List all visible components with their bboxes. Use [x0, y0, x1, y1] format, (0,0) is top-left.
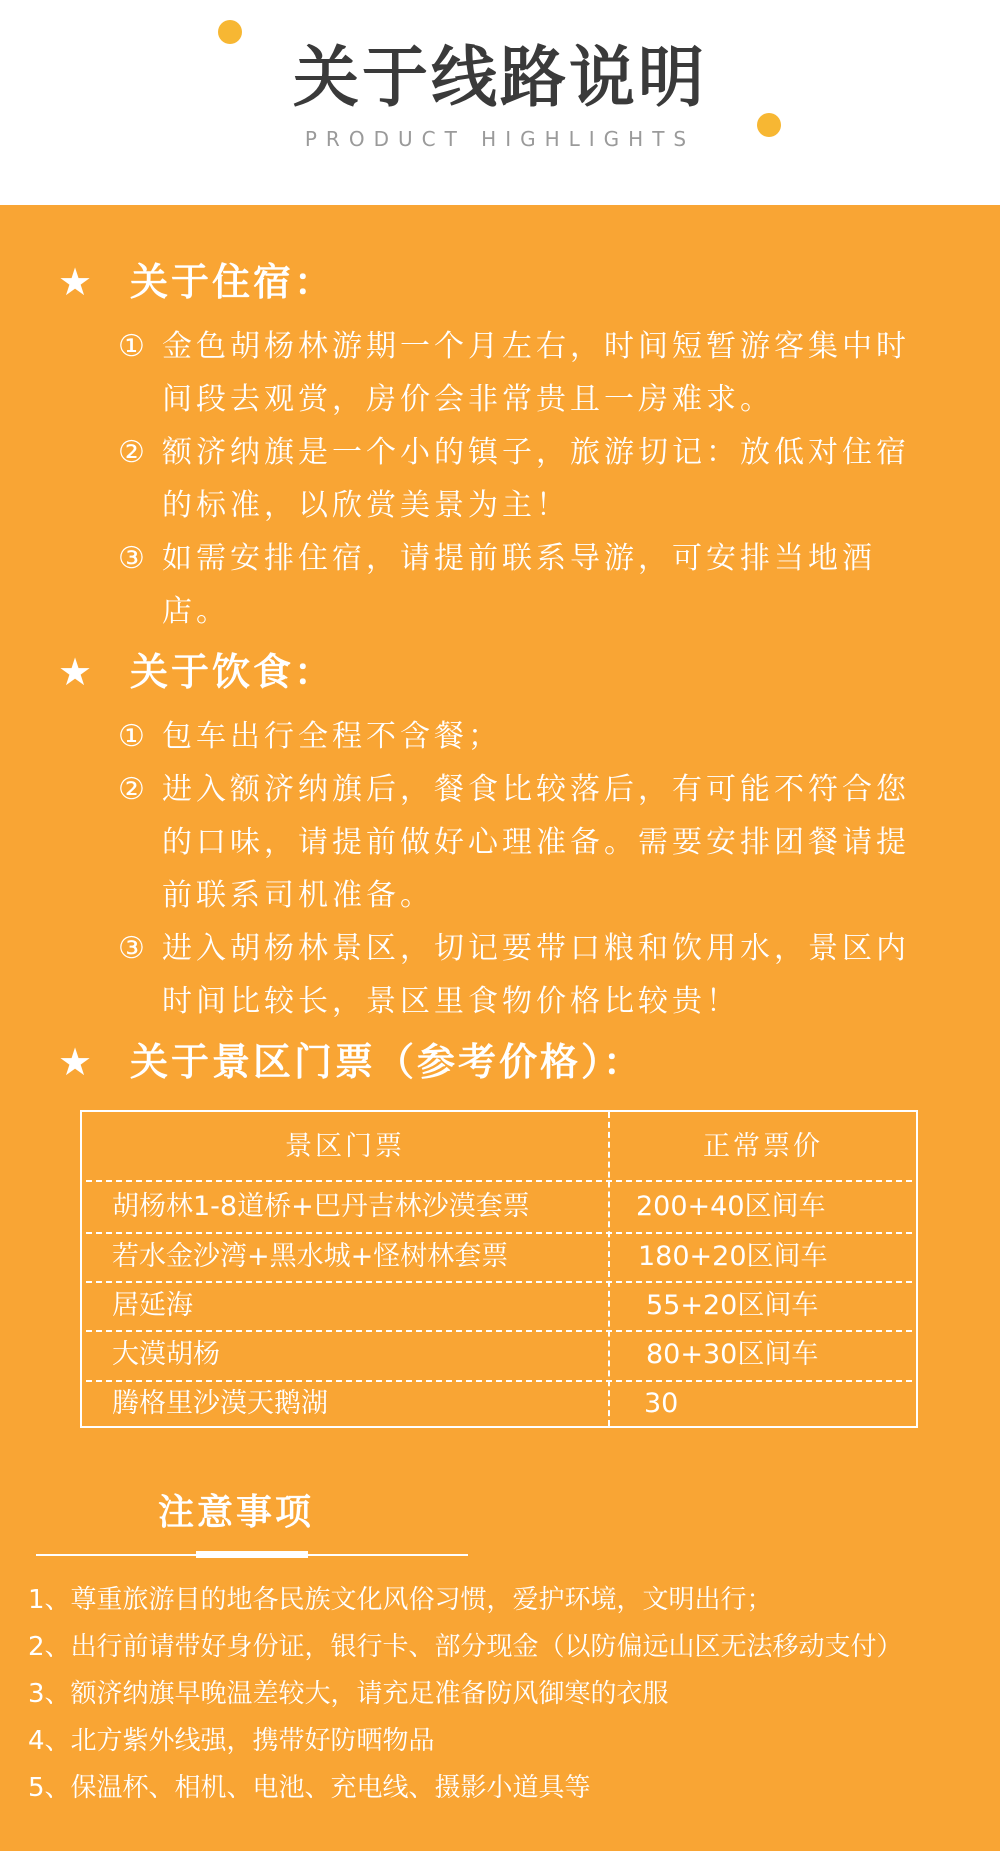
ticket-price-cell: 30	[644, 1388, 679, 1419]
title-underline	[196, 1551, 308, 1558]
ticket-name-cell: 大漠胡杨	[112, 1339, 220, 1370]
table-header-price: 正常票价	[703, 1131, 823, 1162]
note-item: 2、出行前请带好身份证，银行卡、部分现金（以防偏远山区无法移动支付）	[28, 1632, 903, 1662]
note-item: 4、北方紫外线强，携带好防晒物品	[28, 1726, 435, 1756]
ticket-table	[80, 1110, 918, 1428]
row-divider	[86, 1330, 912, 1332]
item-number: ②	[118, 772, 149, 807]
section-heading-tickets	[58, 1038, 644, 1086]
item-text: 包车出行全程不含餐；	[162, 719, 502, 754]
list-item	[118, 532, 938, 638]
row-divider	[86, 1180, 912, 1182]
ticket-price-cell: 55+20区间车	[646, 1290, 819, 1321]
row-divider	[86, 1232, 912, 1234]
note-item: 1、尊重旅游目的地各民族文化风俗习惯，爱护环境，文明出行；	[28, 1585, 773, 1615]
notes-title: 注意事项	[158, 1492, 315, 1533]
section-title: 关于景区门票（参考价格）：	[130, 1040, 645, 1084]
note-item: 5、保温杯、相机、电池、充电线、摄影小道具等	[28, 1773, 591, 1803]
page-subtitle: PRODUCT HIGHLIGHTS	[304, 127, 696, 151]
list-item	[118, 763, 938, 922]
item-text: 如需安排住宿，请提前联系导游，可安排当地酒店。	[162, 541, 876, 629]
item-text: 金色胡杨林游期一个月左右，时间短暂游客集中时间段去观赏，房价会非常贵且一房难求。	[162, 329, 910, 417]
header-banner	[0, 0, 1000, 205]
ticket-name-cell: 若水金沙湾+黑水城+怪树林套票	[112, 1241, 509, 1272]
list-item	[118, 710, 938, 763]
item-number: ③	[118, 931, 149, 966]
item-number: ①	[118, 329, 149, 364]
star-icon: ★	[58, 650, 96, 694]
row-divider	[86, 1380, 912, 1382]
list-item	[118, 922, 938, 1028]
item-text: 额济纳旗是一个小的镇子，旅游切记：放低对住宿的标准，以欣赏美景为主！	[162, 435, 910, 523]
list-item	[118, 426, 938, 532]
ticket-name-cell: 居延海	[112, 1290, 193, 1321]
ticket-price-cell: 180+20区间车	[638, 1241, 828, 1272]
section-heading-food	[58, 648, 335, 696]
row-divider	[86, 1281, 912, 1283]
ticket-name-cell: 胡杨林1-8道桥+巴丹吉林沙漠套票	[112, 1191, 530, 1222]
list-item	[118, 320, 938, 426]
section-title: 关于饮食：	[130, 650, 336, 694]
star-icon: ★	[58, 260, 96, 304]
ticket-price-cell: 200+40区间车	[636, 1191, 826, 1222]
item-number: ①	[118, 719, 149, 754]
item-text: 进入额济纳旗后，餐食比较落后，有可能不符合您的口味，请提前做好心理准备。需要安排团餐请提前联系司机准备。	[162, 772, 910, 913]
ticket-name-cell: 腾格里沙漠天鹅湖	[112, 1388, 328, 1419]
section-title: 关于住宿：	[130, 260, 336, 304]
section-heading-lodging	[58, 258, 335, 306]
table-header-name: 景区门票	[285, 1131, 405, 1162]
note-item: 3、额济纳旗早晚温差较大，请充足准备防风御寒的衣服	[28, 1679, 669, 1709]
item-text: 进入胡杨林景区，切记要带口粮和饮用水，景区内时间比较长，景区里食物价格比较贵！	[162, 931, 910, 1019]
ticket-price-cell: 80+30区间车	[646, 1339, 819, 1370]
star-icon: ★	[58, 1040, 96, 1084]
item-number: ③	[118, 541, 149, 576]
item-number: ②	[118, 435, 149, 470]
page-title: 关于线路说明	[293, 39, 707, 116]
